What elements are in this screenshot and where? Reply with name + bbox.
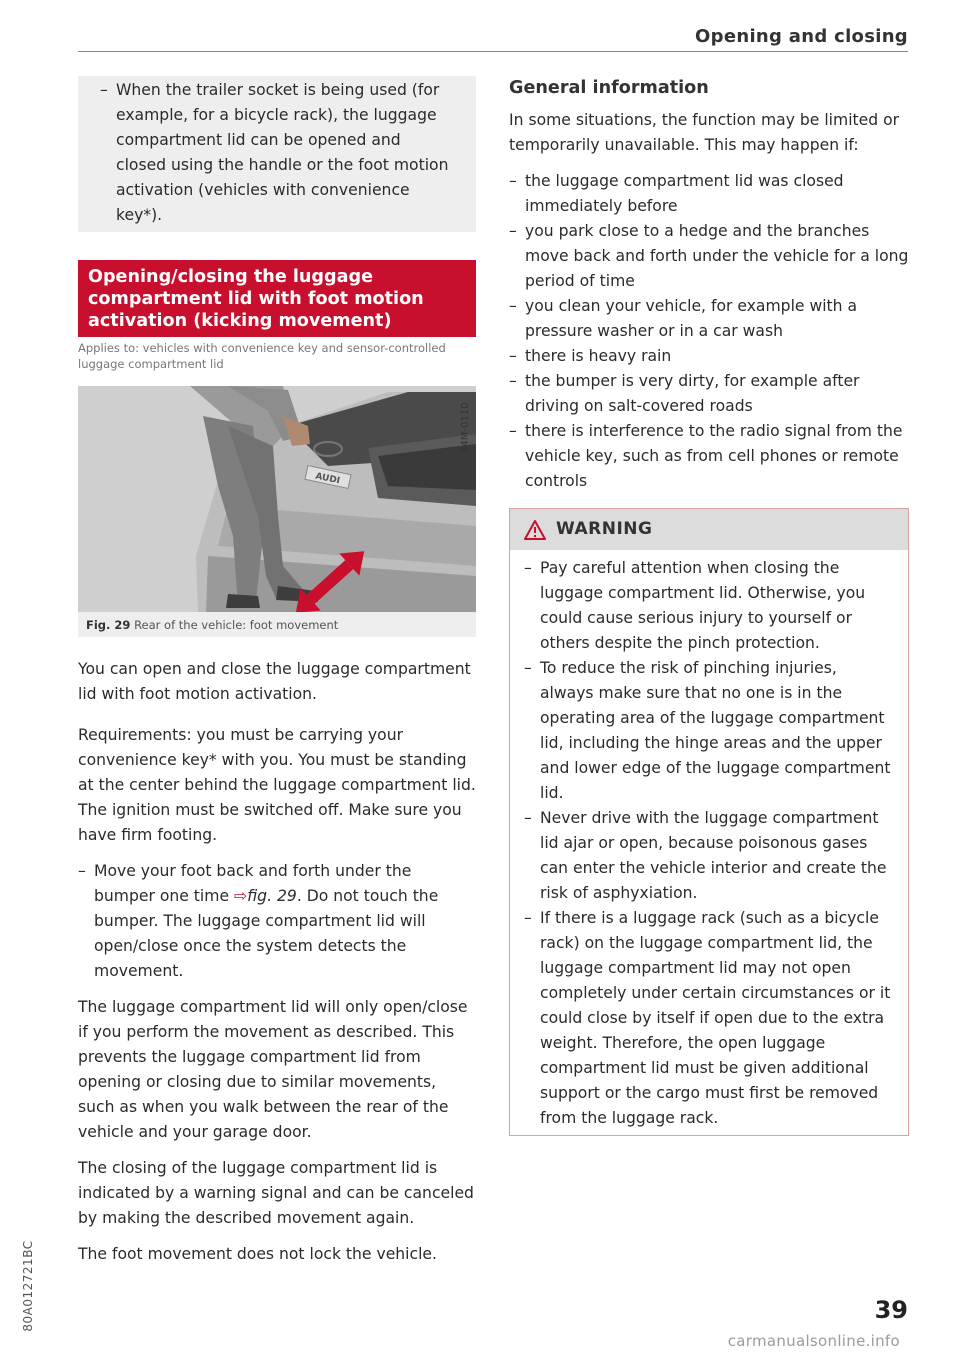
figure-caption (78, 612, 476, 635)
warning-item: – To reduce the risk of pinching injuries, always make sure that no one is in the operating area of the luggage compartment lid, including the hinge areas and the upper and lower edge of the luggage compartment lid. (524, 656, 894, 806)
intro-box (78, 76, 476, 232)
header-rule (78, 51, 908, 52)
left-column (78, 76, 476, 1267)
figure-label: Fig. 29 (86, 618, 131, 632)
reference-arrow-icon: ⇨ (234, 887, 248, 905)
watermark: carmanualsonline.info (727, 1332, 900, 1350)
step-text-end: . Do not touch the bumper. The luggage compartment lid will open/close once the system detects the movement. (94, 887, 439, 980)
list-item: – there is interference to the radio signal from the vehicle key, such as from cell phones or remote controls (509, 419, 909, 494)
general-information-heading: General information (509, 78, 709, 98)
paragraph-5: The foot movement does not lock the vehicle. (78, 1245, 437, 1263)
warning-title: WARNING (556, 519, 653, 539)
paragraph-1: You can open and close the luggage compartment lid with foot motion activation. (78, 660, 471, 703)
right-column (509, 76, 909, 1136)
section-heading: Opening/closing the luggage compartment lid with foot motion activation (kicking movement) (78, 260, 476, 337)
condition-list (509, 169, 909, 494)
step-list (78, 859, 476, 984)
warning-body (510, 550, 908, 1135)
warning-item: – If there is a luggage rack (such as a bicycle rack) on the luggage compartment lid, the luggage compartment lid may not open completely under certain circumstances or it could close by itself if open due to the extra weight. Therefore, the open luggage compartment lid must be given additional support or the cargo must first be removed from the luggage rack. (524, 906, 894, 1131)
list-item: – there is heavy rain (509, 344, 909, 369)
general-intro: In some situations, the function may be limited or temporarily unavailable. This may happen if: (509, 111, 900, 154)
document-code-text: 80A012721BC (21, 1240, 35, 1332)
paragraph-2: Requirements: you must be carrying your convenience key* with you. You must be standing at the center behind the luggage compartment lid. The ignition must be switched off. Make sure you have firm footing. (78, 726, 476, 844)
list-item: – the bumper is very dirty, for example after driving on salt-covered roads (509, 369, 909, 419)
paragraph-4: The closing of the luggage compartment lid is indicated by a warning signal and can be canceled by making the described movement again. (78, 1159, 474, 1227)
step-text-start: Move your foot back and forth under the bumper one time (94, 862, 412, 905)
list-item: – you clean your vehicle, for example with a pressure washer or in a car wash (509, 294, 909, 344)
document-code (20, 1236, 36, 1336)
list-item: – the luggage compartment lid was closed immediately before (509, 169, 909, 219)
foot-movement-illustration (78, 386, 476, 612)
figure-caption-text: Rear of the vehicle: foot movement (134, 618, 339, 632)
intro-item: – When the trailer socket is being used (for example, for a bicycle rack), the luggage compartment lid can be opened and closed using the handle or the foot motion activation (vehicles with convenience key*). (100, 78, 454, 228)
warning-header (510, 509, 908, 550)
audi-badge: AUDI (314, 471, 341, 487)
warning-box (509, 508, 909, 1136)
page-number: 39 (874, 1296, 908, 1324)
figure-29 (78, 386, 476, 637)
step-item (78, 859, 476, 984)
figure-reference-link[interactable]: fig. 29 (247, 887, 297, 905)
paragraph-3: The luggage compartment lid will only open/close if you perform the movement as described. This prevents the luggage compartment lid from opening or closing due to similar movements, such as when you walk between the rear of the vehicle and your garage door. (78, 998, 468, 1141)
warning-item: – Never drive with the luggage compartment lid ajar or open, because poisonous gases can enter the vehicle interior and create the risk of asphyxiation. (524, 806, 894, 906)
warning-item: – Pay careful attention when closing the luggage compartment lid. Otherwise, you could cause serious injury to yourself or others despite the pinch protection. (524, 556, 894, 656)
section-header: Opening and closing (695, 26, 908, 47)
warning-triangle-icon (524, 520, 546, 540)
applies-to: Applies to: vehicles with convenience key and sensor-controlled luggage compartment lid (78, 341, 446, 371)
list-item: – you park close to a hedge and the branches move back and forth under the vehicle for a long period of time (509, 219, 909, 294)
figure-code: B4M-0110 (460, 402, 471, 454)
